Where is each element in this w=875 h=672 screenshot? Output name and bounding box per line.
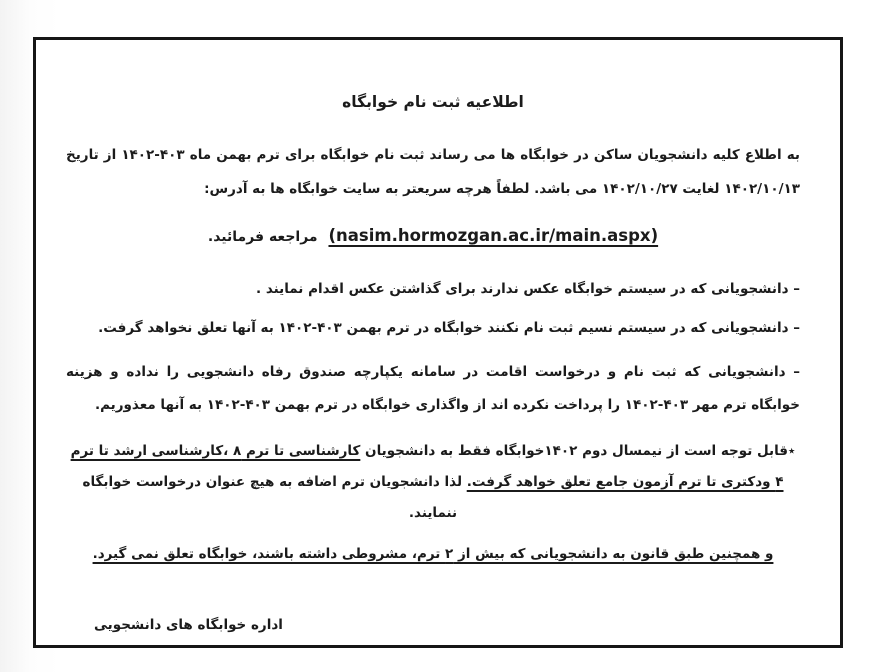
note-prefix: ٭قابل توجه است از نیمسال دوم ۱۴۰۲خوابگاه فقط به دانشجویان — [360, 443, 796, 459]
website-link[interactable]: (nasim.hormozgan.ac.ir/main.aspx) — [328, 226, 659, 245]
notice-document-frame — [33, 37, 843, 648]
bullet-nasim-registration: – دانشجویانی که در سیستم نسیم ثبت نام نکنند خوابگاه در ترم بهمن ۴۰۳-۱۴۰۲ به آنها تعلق نخواهد گرفت. — [98, 320, 800, 336]
website-line — [66, 222, 800, 251]
link-action-text: مراجعه فرمائید. — [207, 229, 318, 245]
signature-office: اداره خوابگاه های دانشجویی — [94, 617, 283, 633]
intro-paragraph: به اطلاع کلیه دانشجویان ساکن در خوابگاه ها می رساند ثبت نام خوابگاه برای ترم بهمن ماه ۴۰۳-۱۴۰۲ از تاریخ ۱۴۰۲/۱۰/۱۳ لغایت ۱۴۰۲/۱۰/۲۷ می باشد. لطفاً هرچه سریعتر به سایت خوابگاه ها به آدرس: — [66, 147, 800, 197]
note-suffix: لذا دانشجویان ترم اضافه به هیچ عنوان درخواست خوابگاه ننمایند. — [82, 474, 467, 521]
notice-title: اطلاعیه ثبت نام خوابگاه — [342, 93, 524, 111]
probation-rule: و همچنین طبق قانون به دانشجویانی که بیش از ۲ ترم، مشروطی داشته باشند، خوابگاه تعلق نمی گیرد. — [92, 546, 774, 562]
note-underlined-terms: کارشناسی تا ترم ۸ ،کارشناسی ارشد تا ترم ۴ ودکتری تا ترم آزمون جامع تعلق خواهد گرفت. — [70, 443, 784, 490]
eligibility-note — [66, 436, 800, 529]
bullet-photo-upload: – دانشجویانی که در سیستم خوابگاه عکس ندارند برای گذاشتن عکس اقدام نمایند . — [255, 281, 800, 297]
bullet-payment-requirement: – دانشجویانی که ثبت نام و درخواست اقامت در سامانه یکپارچه صندوق رفاه دانشجویی را نداده و هزینه خوابگاه ترم مهر ۴۰۳-۱۴۰۲ را پرداخت نکرده اند از واگذاری خوابگاه در ترم بهمن ۴۰۳-۱۴۰۲ به آنها معذوریم. — [66, 364, 800, 413]
